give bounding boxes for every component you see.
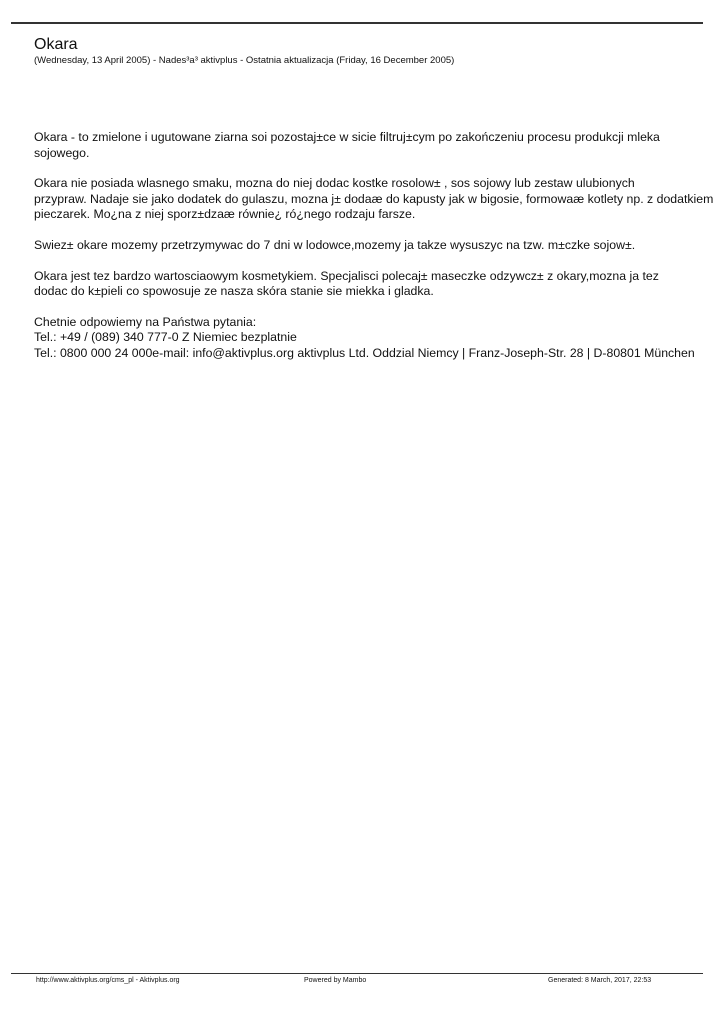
- paragraph-3: [34, 238, 724, 254]
- footer-url: http://www.aktivplus.org/cms_pl - Aktivplus.org: [36, 977, 180, 984]
- footer-divider: [11, 973, 703, 974]
- text-line: Swiez± okare mozemy przetrzymywac do 7 dni w lodowce,mozemy ja takze wysuszyc na tzw. m±czke sojow±.: [34, 237, 636, 252]
- footer-powered-by: Powered by Mambo: [304, 977, 367, 984]
- header-divider: [11, 22, 703, 24]
- text-line: Okara jest tez bardzo wartosciaowym kosmetykiem. Specjalisci polecaj± maseczke odzywcz± z okary,mozna ja tez: [34, 268, 659, 283]
- paragraph-2: [34, 176, 724, 223]
- contact-heading: Chetnie odpowiemy na Państwa pytania:: [34, 314, 257, 329]
- article-body: [34, 130, 724, 377]
- text-line: przypraw. Nadaje sie jako dodatek do gulaszu, mozna j± dodaæ do kapusty jak w bigosie, formowaæ kotlety np. z dodatkiem: [34, 191, 714, 206]
- paragraph-1: [34, 130, 724, 161]
- text-line: dodac do k±pieli co spowosuje ze nasza skóra stanie sie miekka i gladka.: [34, 284, 434, 299]
- paragraph-4: [34, 269, 724, 300]
- page-title: Okara: [34, 36, 78, 53]
- text-line: pieczarek. Mo¿na z niej sporz±dzaæ równie¿ ró¿nego rodzaju farsze.: [34, 207, 416, 222]
- contact-phone-line: Tel.: +49 / (089) 340 777-0 Z Niemiec bezplatnie: [34, 330, 297, 345]
- contact-paragraph: [34, 315, 724, 362]
- text-line: Okara nie posiada wlasnego smaku, mozna do niej dodac kostke rosolow± , sos sojowy lub zestaw ulubionych: [34, 176, 635, 191]
- text-line: sojowego.: [34, 145, 90, 160]
- footer-generated-date: Generated: 8 March, 2017, 22:53: [548, 977, 652, 984]
- text-line: Okara - to zmielone i ugutowane ziarna soi pozostaj±ce w sicie filtruj±cym po zakończeniu procesu produkcji mleka: [34, 130, 660, 144]
- contact-address-line: Tel.: 0800 000 24 000e-mail: info@aktivplus.org aktivplus Ltd. Oddzial Niemcy | Franz-Joseph-Str. 28 | D-80801 München: [34, 345, 695, 360]
- article-meta: (Wednesday, 13 April 2005) - Nades³a³ aktivplus - Ostatnia aktualizacja (Friday, 16 December 2005): [34, 55, 455, 66]
